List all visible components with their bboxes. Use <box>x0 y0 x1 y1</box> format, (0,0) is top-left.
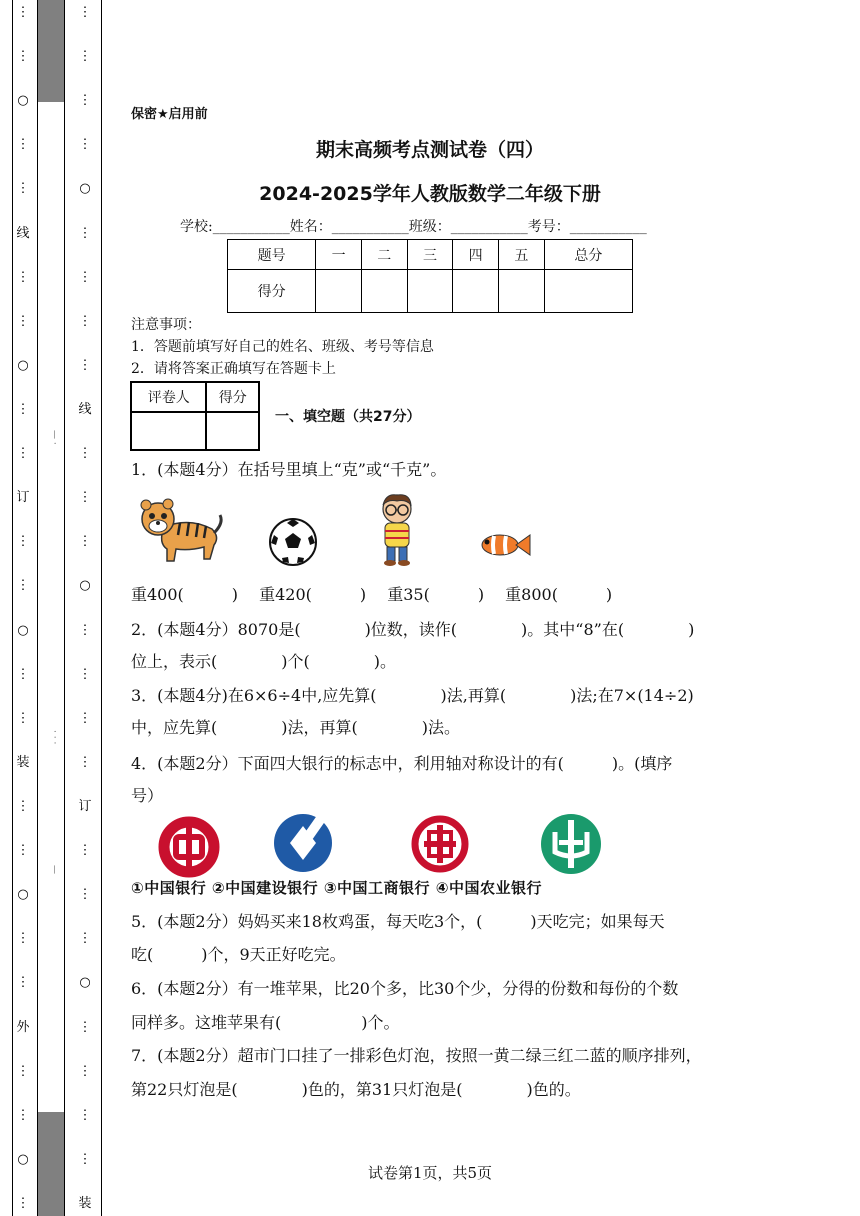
binding-dots-icon: ⋮ <box>78 710 92 726</box>
grader-table <box>130 381 260 451</box>
bank-of-china-logo-icon <box>157 815 221 879</box>
secret-label: 保密★启用前 <box>131 107 208 122</box>
binding-dots-icon: ⋮ <box>16 313 30 329</box>
binding-label: 线 <box>16 225 30 241</box>
binding-label: 外 <box>16 1019 30 1035</box>
grader-header: 评卷人 <box>131 382 206 412</box>
score-header-cell: 二 <box>361 240 407 270</box>
grader-cell[interactable] <box>131 412 206 450</box>
binding-label: 装 <box>16 754 30 770</box>
binding-dots-icon: ⋮ <box>16 137 30 153</box>
binding-dots-icon: ⋮ <box>16 1195 30 1211</box>
binding-dots-icon: ⋮ <box>16 534 30 550</box>
question-3-line1[interactable]: 3．(本题4分)在6×6÷4中,应先算( )法,再算( )法;在7×(14÷2) <box>131 686 694 705</box>
score-header-cell: 一 <box>316 240 362 270</box>
score-row-label: 得分 <box>228 270 316 313</box>
score-header-cell: 三 <box>407 240 453 270</box>
binding-circle-icon: ○ <box>17 357 29 373</box>
question-5-line1[interactable]: 5．(本题2分）妈妈买来18枚鸡蛋，每天吃3个，( )天吃完；如果每天 <box>131 912 665 931</box>
binding-dots-icon: ⋮ <box>16 843 30 859</box>
grader-cell[interactable] <box>206 412 259 450</box>
notes-item: 2．请将答案正确填写在答题卡上 <box>131 361 336 377</box>
section-heading: 一、填空题（共27分） <box>275 409 421 425</box>
icbc-logo-icon <box>411 815 469 873</box>
binding-circle-icon: ○ <box>17 1151 29 1167</box>
binding-dots-icon: ⋮ <box>16 446 30 462</box>
binding-dots-icon: ⋮ <box>78 887 92 903</box>
bank-labels: ①中国银行 ②中国建设银行 ③中国工商银行 ④中国农业银行 <box>131 879 542 897</box>
binding-dots-icon: ⋮ <box>16 181 30 197</box>
binding-dots-icon: ⋮ <box>16 578 30 594</box>
question-2-line1[interactable]: 2．(本题4分）8070是( )位数，读作( )。其中“8”在( ) <box>131 620 695 639</box>
binding-dots-icon: ⋮ <box>16 1063 30 1079</box>
score-cell[interactable] <box>361 270 407 313</box>
strip-mark: — <box>49 865 59 874</box>
binding-dots-icon: ⋮ <box>78 49 92 65</box>
binding-circle-icon: ○ <box>79 181 91 197</box>
score-header-cell: 总分 <box>544 240 632 270</box>
notes-item: 1．答题前填写好自己的姓名、班级、考号等信息 <box>131 339 434 355</box>
binding-dots-icon: ⋮ <box>78 1019 92 1035</box>
binding-label: 订 <box>78 798 92 814</box>
student-info-line[interactable]: 学校:___________姓名：___________班级：___________考号：___________ <box>180 219 647 235</box>
binding-dots-icon: ⋮ <box>78 225 92 241</box>
score-table <box>227 239 633 313</box>
fish-icon <box>478 528 533 562</box>
binding-dots-icon: ⋮ <box>16 401 30 417</box>
binding-circle-icon: ○ <box>17 887 29 903</box>
binding-dots-icon: ⋮ <box>16 49 30 65</box>
score-cell[interactable] <box>544 270 632 313</box>
binding-dots-icon: ⋮ <box>16 269 30 285</box>
question-6-line1: 6．(本题2分）有一堆苹果，比20个多，比30个少，分得的份数和每份的个数 <box>131 979 679 998</box>
binding-dots-icon: ⋮ <box>78 1151 92 1167</box>
score-header-cell: 题号 <box>228 240 316 270</box>
binding-dots-icon: ⋮ <box>78 446 92 462</box>
binding-dots-icon: ⋮ <box>78 490 92 506</box>
question-5-line2[interactable]: 吃( )个，9天正好吃完。 <box>131 945 346 964</box>
score-cell[interactable] <box>453 270 499 313</box>
binding-dots-icon: ⋮ <box>16 975 30 991</box>
binding-dots-icon: ⋮ <box>78 137 92 153</box>
question-1: 1．(本题4分）在括号里填上“克”或“千克”。 <box>131 460 447 479</box>
page-subtitle: 2024-2025学年人教版数学二年级下册 <box>259 183 601 205</box>
boy-icon <box>372 493 422 568</box>
question-6-line2[interactable]: 同样多。这堆苹果有( )个。 <box>131 1013 400 1032</box>
strip-mark: · · · <box>49 730 59 745</box>
binding-circle-icon: ○ <box>17 93 29 109</box>
strip-shade-top <box>38 0 64 102</box>
binding-dots-icon: ⋮ <box>78 622 92 638</box>
score-header-cell: 四 <box>453 240 499 270</box>
question-7-line1: 7．(本题2分）超市门口挂了一排彩色灯泡，按照一黄二绿三红二蓝的顺序排列， <box>131 1046 702 1065</box>
binding-dots-icon: ⋮ <box>78 357 92 373</box>
binding-dots-icon: ⋮ <box>78 1063 92 1079</box>
binding-circle-icon: ○ <box>79 975 91 991</box>
score-header-cell: 五 <box>498 240 544 270</box>
binding-dots-icon: ⋮ <box>78 931 92 947</box>
binding-dots-icon: ⋮ <box>78 93 92 109</box>
question-4-line1[interactable]: 4．(本题2分）下面四大银行的标志中，利用轴对称设计的有( )。(填序 <box>131 754 673 773</box>
question-2-line2[interactable]: 位上，表示( )个( )。 <box>131 652 396 671</box>
question-4-line2: 号） <box>131 786 164 805</box>
construction-bank-logo-icon <box>272 812 334 874</box>
tiger-icon <box>134 493 224 565</box>
strip-mark: — · <box>49 430 59 445</box>
binding-label: 装 <box>78 1195 92 1211</box>
question-7-line2[interactable]: 第22只灯泡是( )色的，第31只灯泡是( )色的。 <box>131 1080 581 1099</box>
binding-label: 订 <box>16 490 30 506</box>
score-cell[interactable] <box>316 270 362 313</box>
grader-header: 得分 <box>206 382 259 412</box>
binding-dots-icon: ⋮ <box>16 666 30 682</box>
binding-dots-icon: ⋮ <box>78 754 92 770</box>
page-title: 期末高频考点测试卷（四） <box>315 139 544 161</box>
binding-dots-icon: ⋮ <box>16 798 30 814</box>
binding-dots-icon: ⋮ <box>78 1107 92 1123</box>
notes-heading: 注意事项： <box>131 317 201 333</box>
agricultural-bank-logo-icon <box>539 812 603 876</box>
score-cell[interactable] <box>498 270 544 313</box>
binding-dots-icon: ⋮ <box>16 5 30 20</box>
question-1-answers[interactable]: 重400( ) 重420( ) 重35( ) 重800( ) <box>131 585 613 604</box>
binding-dots-icon: ⋮ <box>16 1107 30 1123</box>
binding-dots-icon: ⋮ <box>78 269 92 285</box>
soccer-ball-icon <box>268 517 318 567</box>
binding-dots-icon: ⋮ <box>78 534 92 550</box>
binding-circle-icon: ○ <box>17 622 29 638</box>
binding-dots-icon: ⋮ <box>78 843 92 859</box>
binding-dots-icon: ⋮ <box>78 5 92 20</box>
score-cell[interactable] <box>407 270 453 313</box>
binding-dots-icon: ⋮ <box>78 313 92 329</box>
binding-dots-icon: ⋮ <box>78 666 92 682</box>
question-3-line2[interactable]: 中，应先算( )法，再算( )法。 <box>131 718 460 737</box>
binding-dots-icon: ⋮ <box>16 931 30 947</box>
binding-label: 线 <box>78 401 92 417</box>
binding-dots-icon: ⋮ <box>16 710 30 726</box>
binding-circle-icon: ○ <box>79 578 91 594</box>
page-footer: 试卷第1页，共5页 <box>367 1164 493 1182</box>
